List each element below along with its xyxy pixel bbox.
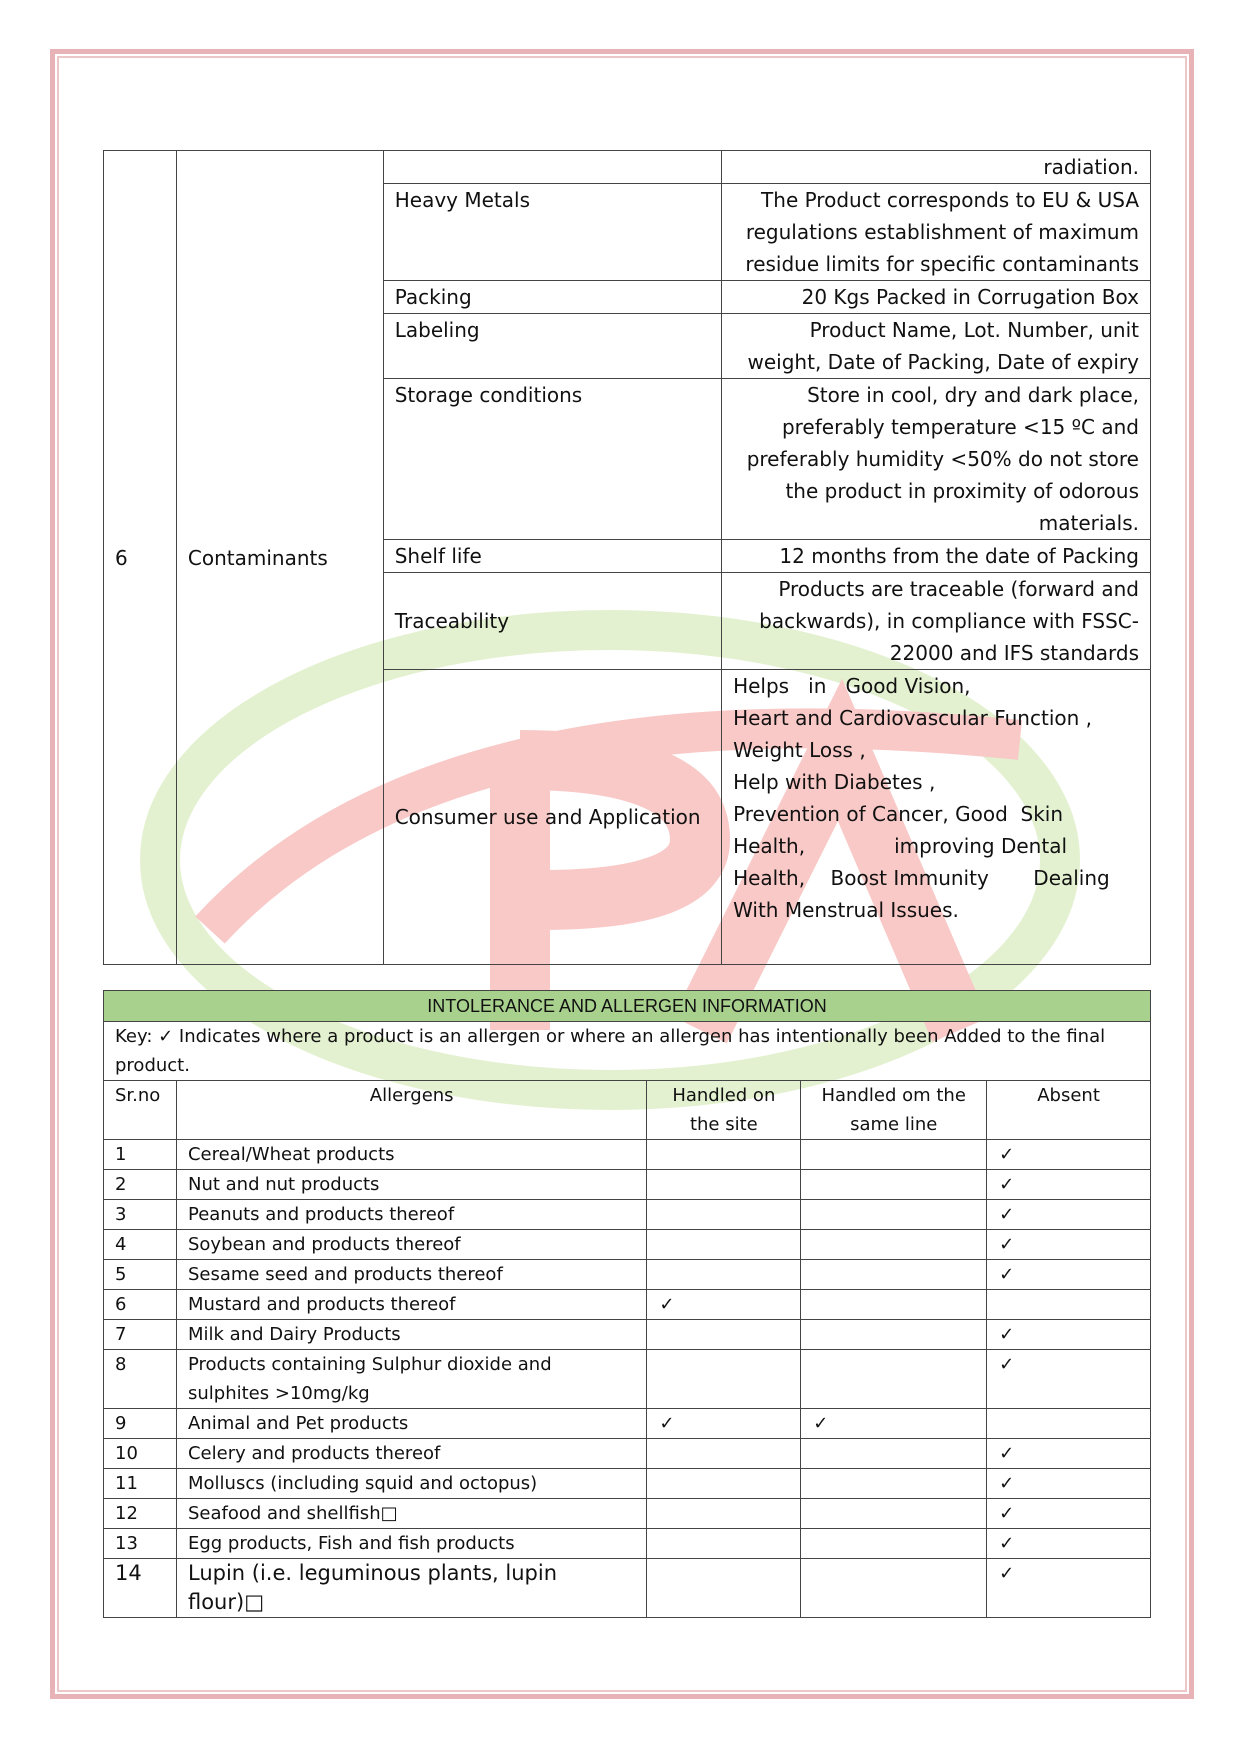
spec-value: Store in cool, dry and dark place, preferably temperature <15 ºC and preferably humidity <50% do not store the product in proximity of odorous materials. — [722, 379, 1151, 540]
handled-site-cell: ✓ — [647, 1290, 801, 1320]
handled-line-cell — [801, 1200, 987, 1230]
table-row — [104, 1559, 1151, 1618]
table-row — [104, 1529, 1151, 1559]
absent-cell: ✓ — [987, 1499, 1151, 1529]
handled-line-cell — [801, 1260, 987, 1290]
allergen-name: Lupin (i.e. leguminous plants, lupin flour)□ — [176, 1559, 646, 1618]
handled-site-cell — [647, 1320, 801, 1350]
spec-label — [383, 151, 721, 184]
row-number: 13 — [104, 1529, 177, 1559]
product-spec-table — [103, 150, 1151, 965]
consumer-line: Health, Boost Immunity Dealing — [733, 866, 1110, 890]
handled-site-cell — [647, 1439, 801, 1469]
spec-sr-no: 6 — [104, 151, 177, 965]
absent-cell: ✓ — [987, 1200, 1151, 1230]
allergen-name: Mustard and products thereof — [176, 1290, 646, 1320]
allergen-name: Sesame seed and products thereof — [176, 1260, 646, 1290]
handled-line-cell — [801, 1170, 987, 1200]
handled-site-cell — [647, 1559, 801, 1618]
allergen-name: Seafood and shellfish□ — [176, 1499, 646, 1529]
absent-cell: ✓ — [987, 1230, 1151, 1260]
row-number: 6 — [104, 1290, 177, 1320]
spec-label: Labeling — [383, 314, 721, 379]
table-row — [104, 1140, 1151, 1170]
allergen-name: Nut and nut products — [176, 1170, 646, 1200]
handled-line-cell — [801, 1290, 987, 1320]
absent-cell: ✓ — [987, 1529, 1151, 1559]
absent-cell — [987, 1290, 1151, 1320]
consumer-line: Health, improving Dental — [733, 834, 1068, 858]
absent-cell: ✓ — [987, 1320, 1151, 1350]
spec-label: Packing — [383, 281, 721, 314]
spec-value: 20 Kgs Packed in Corrugation Box — [722, 281, 1151, 314]
consumer-line: With Menstrual Issues. — [733, 898, 959, 922]
table-row — [104, 1230, 1151, 1260]
allergen-name: Soybean and products thereof — [176, 1230, 646, 1260]
col-header-allergens: Allergens — [176, 1081, 646, 1140]
allergen-name: Molluscs (including squid and octopus) — [176, 1469, 646, 1499]
handled-site-cell — [647, 1350, 801, 1409]
row-number: 10 — [104, 1439, 177, 1469]
allergen-name: Milk and Dairy Products — [176, 1320, 646, 1350]
row-number: 8 — [104, 1350, 177, 1409]
absent-cell: ✓ — [987, 1140, 1151, 1170]
handled-site-cell: ✓ — [647, 1409, 801, 1439]
row-number: 5 — [104, 1260, 177, 1290]
consumer-line: Weight Loss , — [733, 738, 866, 762]
row-number: 4 — [104, 1230, 177, 1260]
allergen-table — [103, 990, 1151, 1618]
spec-value-consumer-use — [722, 670, 1151, 965]
allergen-name: Products containing Sulphur dioxide and sulphites >10mg/kg — [176, 1350, 646, 1409]
row-number: 2 — [104, 1170, 177, 1200]
allergen-table-title: INTOLERANCE AND ALLERGEN INFORMATION — [104, 991, 1151, 1022]
spec-value: The Product corresponds to EU & USA regulations establishment of maximum residue limits for specific contaminants — [722, 184, 1151, 281]
absent-cell: ✓ — [987, 1559, 1151, 1618]
spec-value: 12 months from the date of Packing — [722, 540, 1151, 573]
handled-line-cell — [801, 1469, 987, 1499]
absent-cell: ✓ — [987, 1439, 1151, 1469]
handled-site-cell — [647, 1260, 801, 1290]
table-row — [104, 1290, 1151, 1320]
handled-line-cell — [801, 1439, 987, 1469]
consumer-line: Helps in Good Vision, — [733, 674, 971, 698]
table-row — [104, 1260, 1151, 1290]
spec-label: Shelf life — [383, 540, 721, 573]
col-header-absent: Absent — [987, 1081, 1151, 1140]
absent-cell: ✓ — [987, 1350, 1151, 1409]
absent-cell: ✓ — [987, 1260, 1151, 1290]
table-row — [104, 1409, 1151, 1439]
handled-site-cell — [647, 1529, 801, 1559]
absent-cell — [987, 1409, 1151, 1439]
consumer-line: Prevention of Cancer, Good Skin — [733, 802, 1064, 826]
handled-line-cell — [801, 1499, 987, 1529]
table-row — [104, 1170, 1151, 1200]
row-number: 3 — [104, 1200, 177, 1230]
row-number: 9 — [104, 1409, 177, 1439]
handled-site-cell — [647, 1469, 801, 1499]
handled-line-cell — [801, 1529, 987, 1559]
col-header-handled-line: Handled om the same line — [801, 1081, 987, 1140]
table-row — [104, 1320, 1151, 1350]
allergen-name: Celery and products thereof — [176, 1439, 646, 1469]
spec-label: Storage conditions — [383, 379, 721, 540]
handled-line-cell — [801, 1230, 987, 1260]
table-row — [104, 1499, 1151, 1529]
consumer-line: Heart and Cardiovascular Function , — [733, 706, 1093, 730]
row-number: 11 — [104, 1469, 177, 1499]
absent-cell: ✓ — [987, 1469, 1151, 1499]
table-row — [104, 1469, 1151, 1499]
row-number: 7 — [104, 1320, 177, 1350]
absent-cell: ✓ — [987, 1170, 1151, 1200]
allergen-name: Cereal/Wheat products — [176, 1140, 646, 1170]
row-number: 1 — [104, 1140, 177, 1170]
handled-line-cell — [801, 1320, 987, 1350]
handled-site-cell — [647, 1499, 801, 1529]
handled-line-cell — [801, 1350, 987, 1409]
handled-line-cell — [801, 1559, 987, 1618]
handled-site-cell — [647, 1200, 801, 1230]
handled-site-cell — [647, 1230, 801, 1260]
spec-category: Contaminants — [176, 151, 383, 965]
col-header-srno: Sr.no — [104, 1081, 177, 1140]
spec-label: Consumer use and Application — [383, 670, 721, 965]
spec-label: Heavy Metals — [383, 184, 721, 281]
allergen-key: Key: ✓ Indicates where a product is an allergen or where an allergen has intentionally been Added to the final product. — [104, 1022, 1151, 1081]
row-number: 12 — [104, 1499, 177, 1529]
table-row — [104, 1439, 1151, 1469]
allergen-name: Animal and Pet products — [176, 1409, 646, 1439]
consumer-line: Help with Diabetes , — [733, 770, 936, 794]
spec-value: radiation. — [722, 151, 1151, 184]
row-number: 14 — [104, 1559, 177, 1618]
spec-value: Products are traceable (forward and backwards), in compliance with FSSC-22000 and IFS standards — [722, 573, 1151, 670]
table-row — [104, 1350, 1151, 1409]
spec-value: Product Name, Lot. Number, unit weight, Date of Packing, Date of expiry — [722, 314, 1151, 379]
handled-site-cell — [647, 1170, 801, 1200]
allergen-name: Egg products, Fish and fish products — [176, 1529, 646, 1559]
allergen-name: Peanuts and products thereof — [176, 1200, 646, 1230]
handled-line-cell: ✓ — [801, 1409, 987, 1439]
spec-label: Traceability — [383, 573, 721, 670]
handled-line-cell — [801, 1140, 987, 1170]
table-row — [104, 1200, 1151, 1230]
handled-site-cell — [647, 1140, 801, 1170]
col-header-handled-site: Handled on the site — [647, 1081, 801, 1140]
